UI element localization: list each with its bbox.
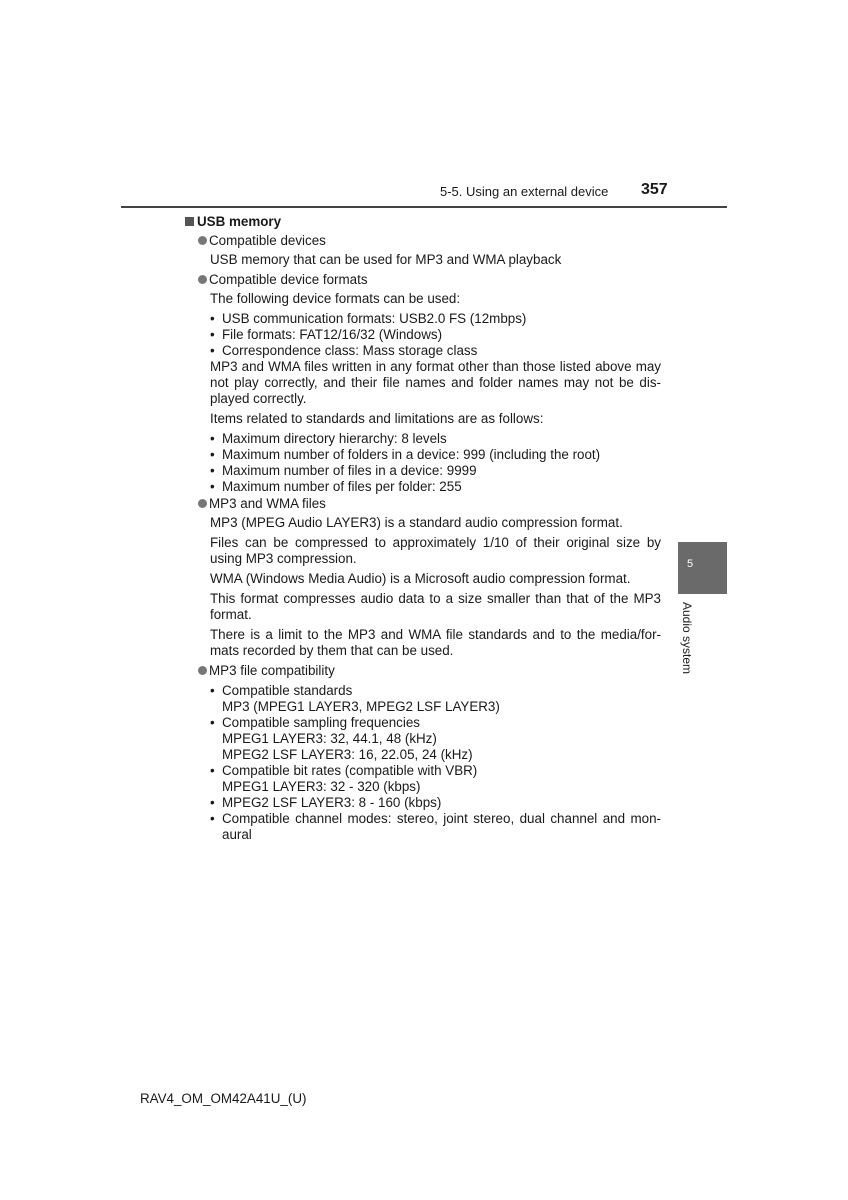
list-item: • MPEG2 LSF LAYER3: 8 - 160 (kbps) [210, 795, 661, 811]
list-item: • Maximum number of files per folder: 255 [210, 479, 661, 495]
paragraph: MP3 (MPEG Audio LAYER3) is a standard audio compression format. [210, 515, 623, 530]
list-item: • USB communication formats: USB2.0 FS (12mbps) [210, 311, 661, 327]
format-list [210, 311, 661, 359]
circle-bullet-icon [198, 236, 207, 245]
header-rule [121, 206, 727, 208]
chapter-label: Audio system [680, 602, 694, 675]
chapter-number: 5 [686, 558, 694, 570]
list-item: • Compatible channel modes: stereo, joint stereo, dual channel and mon-aural [210, 811, 661, 843]
footer-document-code: RAV4_OM_OM42A41U_(U) [140, 1091, 307, 1106]
compatibility-list [210, 683, 661, 843]
paragraph: WMA (Windows Media Audio) is a Microsoft audio compression format. [210, 571, 631, 586]
main-content [185, 214, 661, 847]
circle-bullet-icon [198, 666, 207, 675]
paragraph: This format compresses audio data to a size smaller than that of the MP3 format. [210, 591, 661, 622]
page-number: 357 [641, 181, 668, 198]
list-item: • Compatible standards MP3 (MPEG1 LAYER3, MPEG2 LSF LAYER3) [210, 683, 661, 715]
circle-bullet-icon [198, 275, 207, 284]
list-item: • File formats: FAT12/16/32 (Windows) [210, 327, 661, 343]
square-bullet-icon [185, 217, 194, 226]
paragraph: Items related to standards and limitations are as follows: [210, 411, 544, 426]
section-heading: USB memory [185, 214, 661, 230]
list-item: • Compatible sampling frequencies MPEG1 LAYER3: 32, 44.1, 48 (kHz) MPEG2 LSF LAYER3: 16, 22.05, 24 (kHz) [210, 715, 661, 763]
paragraph: Files can be compressed to approximately 1/10 of their original size by using MP3 compression. [210, 535, 661, 566]
limits-list [210, 431, 661, 495]
list-item: • Compatible bit rates (compatible with VBR) MPEG1 LAYER3: 32 - 320 (kbps) [210, 763, 661, 795]
item-heading-mp3-wma-files: MP3 and WMA files [198, 496, 661, 512]
paragraph: USB memory that can be used for MP3 and WMA playback [210, 252, 562, 267]
item-heading-compatible-devices: Compatible devices [198, 233, 661, 249]
item-heading-mp3-compatibility: MP3 file compatibility [198, 663, 661, 679]
paragraph: MP3 and WMA files written in any format other than those listed above may not play correctly, and their file names and folder names may not be dis-played correctly. [210, 359, 661, 406]
list-item: • Maximum number of folders in a device: 999 (including the root) [210, 447, 661, 463]
paragraph: There is a limit to the MP3 and WMA file standards and to the media/for-mats recorded by them that can be used. [210, 627, 661, 658]
paragraph: The following device formats can be used: [210, 291, 461, 306]
list-item: • Maximum number of files in a device: 9999 [210, 463, 661, 479]
list-item: • Correspondence class: Mass storage class [210, 343, 661, 359]
circle-bullet-icon [198, 499, 207, 508]
header-section-title: 5-5. Using an external device [440, 184, 609, 199]
item-heading-device-formats: Compatible device formats [198, 272, 661, 288]
list-item: • Maximum directory hierarchy: 8 levels [210, 431, 661, 447]
chapter-tab [678, 542, 727, 594]
